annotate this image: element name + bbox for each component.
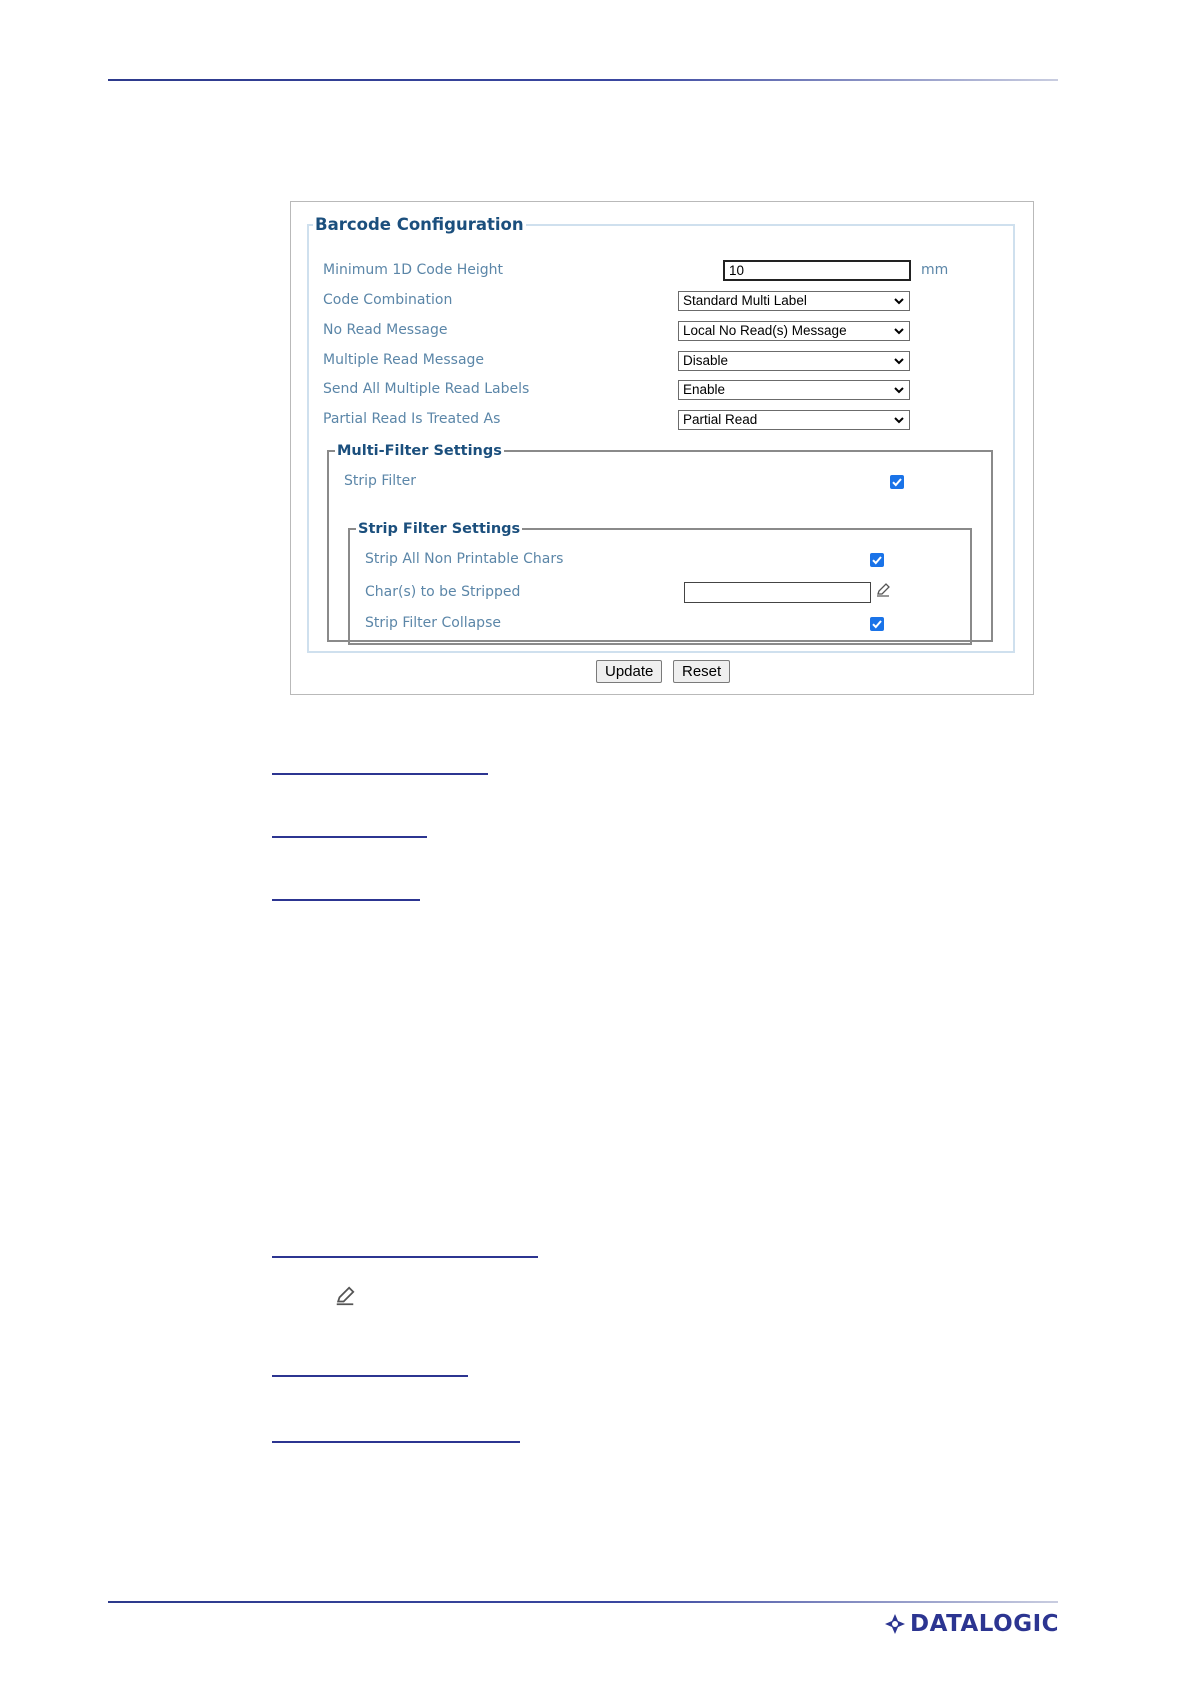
chevron-down-icon: [893, 381, 905, 399]
barcode-configuration-fieldset: [307, 215, 1015, 653]
multi-filter-title: Multi-Filter Settings: [337, 443, 502, 459]
reference-underline[interactable]: [272, 773, 488, 775]
pencil-icon: [334, 1285, 356, 1307]
multiple-read-label: Multiple Read Message: [323, 352, 485, 368]
datalogic-logo: [884, 1612, 1059, 1636]
chars-stripped-label: Char(s) to be Stripped: [365, 584, 521, 600]
checkmark-icon: [870, 617, 884, 631]
reference-underline[interactable]: [272, 836, 427, 838]
datalogic-logo-icon: [884, 1613, 906, 1635]
no-read-label: No Read Message: [323, 322, 448, 338]
min-height-label: Minimum 1D Code Height: [323, 262, 504, 278]
chars-stripped-input[interactable]: [684, 582, 871, 603]
strip-filter-fieldset: [348, 521, 972, 645]
chevron-down-icon: [893, 322, 905, 340]
reference-underline[interactable]: [272, 1375, 468, 1377]
footer-rule: [108, 1601, 1058, 1603]
code-combination-label: Code Combination: [323, 292, 453, 308]
strip-filter-title: Strip Filter Settings: [358, 521, 521, 537]
send-all-select[interactable]: [678, 380, 910, 400]
no-read-select[interactable]: [678, 321, 910, 341]
reset-button[interactable]: Reset: [673, 660, 730, 683]
partial-read-select[interactable]: [678, 410, 910, 430]
min-height-input[interactable]: [723, 260, 911, 281]
checkmark-icon: [870, 553, 884, 567]
barcode-config-panel: [290, 201, 1034, 695]
strip-filter-checkbox[interactable]: [890, 475, 904, 489]
partial-read-label: Partial Read Is Treated As: [323, 411, 501, 427]
reference-underline[interactable]: [272, 899, 420, 901]
code-combination-select[interactable]: [678, 291, 910, 311]
non-printable-label: Strip All Non Printable Chars: [365, 551, 564, 567]
checkmark-icon: [890, 475, 904, 489]
chevron-down-icon: [893, 292, 905, 310]
send-all-label: Send All Multiple Read Labels: [323, 381, 530, 397]
multiple-read-value: Disable: [683, 353, 729, 368]
chevron-down-icon: [893, 411, 905, 429]
min-height-unit: mm: [921, 262, 949, 278]
code-combination-value: Standard Multi Label: [683, 293, 807, 308]
header-rule: [108, 79, 1058, 81]
collapse-label: Strip Filter Collapse: [365, 615, 501, 631]
chevron-down-icon: [893, 352, 905, 370]
send-all-value: Enable: [683, 382, 726, 397]
strip-filter-label: Strip Filter: [344, 473, 417, 489]
no-read-value: Local No Read(s) Message: [683, 323, 847, 338]
barcode-configuration-title: Barcode Configuration: [315, 215, 524, 234]
datalogic-logo-text: DATALOGIC: [910, 1611, 1060, 1637]
multiple-read-select[interactable]: [678, 351, 910, 371]
reference-underline[interactable]: [272, 1256, 538, 1258]
update-button[interactable]: Update: [596, 660, 662, 683]
partial-read-value: Partial Read: [683, 412, 758, 427]
pencil-icon[interactable]: [875, 582, 891, 598]
collapse-checkbox[interactable]: [870, 617, 884, 631]
reference-underline[interactable]: [272, 1441, 520, 1443]
non-printable-checkbox[interactable]: [870, 553, 884, 567]
multi-filter-fieldset: [327, 443, 993, 642]
